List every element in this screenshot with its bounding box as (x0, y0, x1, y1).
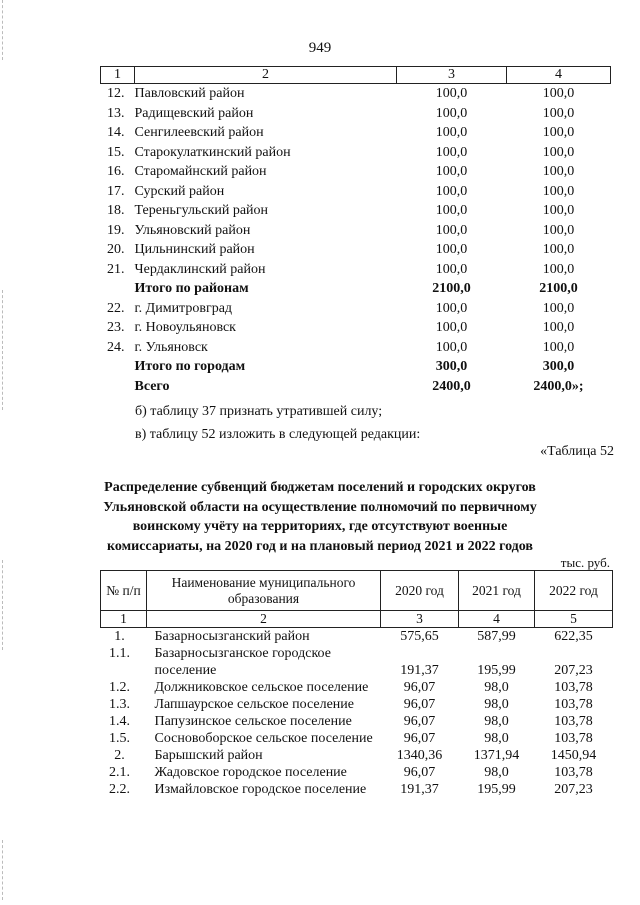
table-row (101, 143, 611, 163)
value-col4: 100,0 (542, 222, 575, 238)
value-2022: 103,78 (554, 731, 593, 746)
value-col3: 100,0 (435, 144, 468, 160)
value-col4: 100,0 (542, 261, 575, 277)
row-name: Сурский район (134, 183, 225, 199)
table-reference: «Таблица 52 (540, 444, 614, 459)
table-row (101, 730, 613, 747)
value-col3: 100,0 (435, 164, 468, 179)
table-row (101, 696, 613, 713)
row-name: Всего (134, 378, 170, 394)
value-2021: 1371,94 (473, 748, 520, 763)
header-2022: 2022 год (535, 571, 613, 611)
subventions-table (100, 570, 613, 798)
table-row (101, 84, 611, 104)
header-cell: 4 (507, 67, 611, 84)
value-col3: 100,0 (435, 105, 468, 121)
table-row (101, 679, 613, 696)
value-2021: 98,0 (484, 680, 509, 695)
left-margin-mark (2, 290, 3, 410)
value-col3: 100,0 (435, 86, 468, 101)
value-col3: 300,0 (435, 359, 468, 374)
row-name: Сосновоборское сельское поселение (154, 731, 373, 746)
value-2021: 587,99 (477, 629, 516, 644)
value-2022: 103,78 (554, 765, 593, 780)
row-number: 2.2. (109, 782, 130, 797)
index-cell: 3 (381, 611, 459, 628)
table-row (101, 260, 611, 280)
row-number (101, 357, 135, 377)
header-cell: 3 (397, 67, 507, 84)
row-number: 17. (107, 183, 125, 199)
value-col4: 100,0 (542, 144, 575, 160)
row-number: 18. (107, 203, 125, 218)
table-row (101, 357, 611, 377)
district-table (100, 66, 611, 396)
value-2022: 103,78 (554, 680, 593, 695)
row-number: 21. (107, 261, 125, 277)
table-row (101, 645, 613, 679)
value-col4: 300,0 (542, 359, 575, 374)
value-2020: 96,07 (403, 680, 436, 695)
row-number: 1.2. (109, 680, 130, 695)
row-number (101, 377, 135, 397)
row-number: 1. (114, 629, 125, 644)
index-cell: 5 (535, 611, 613, 628)
table-row (101, 182, 611, 202)
value-col4: 100,0 (542, 105, 575, 121)
value-col3: 100,0 (435, 320, 468, 335)
row-name: Чердаклинский район (134, 261, 266, 277)
table-header-row (101, 571, 613, 611)
value-2022: 103,78 (554, 697, 593, 712)
value-2020: 96,07 (403, 765, 436, 780)
value-col4: 100,0 (542, 320, 575, 335)
table-row (101, 104, 611, 124)
value-col3: 100,0 (435, 242, 468, 257)
table-row (101, 764, 613, 781)
row-name: Тереньгульский район (134, 203, 269, 218)
header-num: № п/п (101, 571, 147, 611)
paragraph-b: б) таблицу 37 признать утратившей силу; (135, 404, 383, 419)
table-row (101, 377, 611, 397)
header-name: Наименование муниципального образования (147, 571, 381, 611)
value-2021: 195,99 (477, 782, 516, 797)
table-row (101, 628, 613, 646)
value-2022: 1450,94 (550, 748, 597, 763)
header-2021: 2021 год (459, 571, 535, 611)
value-2020: 96,07 (403, 731, 436, 746)
value-col4: 100,0 (542, 300, 575, 316)
value-2022: 622,35 (554, 629, 593, 644)
table-row (101, 747, 613, 764)
value-2021: 98,0 (484, 765, 509, 780)
row-number: 12. (107, 86, 125, 101)
row-name: Измайловское городское поселение (154, 782, 367, 797)
row-number: 15. (107, 144, 125, 160)
row-name: Старокулаткинский район (134, 144, 291, 160)
row-number: 16. (107, 164, 125, 179)
row-name: Лапшаурское сельское поселение (154, 697, 354, 712)
row-number (101, 279, 135, 299)
value-col3: 100,0 (435, 261, 468, 277)
row-number: 13. (107, 105, 125, 121)
row-number: 2. (114, 748, 125, 763)
row-number: 24. (107, 339, 125, 355)
value-col3: 100,0 (435, 222, 468, 238)
table-row (101, 318, 611, 338)
value-2020: 1340,36 (396, 748, 443, 763)
table-row (101, 713, 613, 730)
value-2020: 575,65 (400, 629, 439, 644)
row-name: Должниковское сельское поселение (154, 680, 369, 695)
table-row (101, 123, 611, 143)
paragraph-c: в) таблицу 52 изложить в следующей редакции: (135, 427, 421, 442)
value-2020: 96,07 (403, 697, 436, 712)
value-col4: 100,0 (542, 86, 575, 101)
value-2020: 191,37 (400, 782, 439, 797)
row-name: Жадовское городское поселение (154, 765, 347, 780)
value-col4: 100,0 (542, 242, 575, 257)
row-number: 1.3. (109, 697, 130, 712)
value-col3: 100,0 (435, 183, 468, 199)
index-cell: 2 (147, 611, 381, 628)
value-col3: 100,0 (435, 339, 468, 355)
table-row (101, 338, 611, 358)
value-col4: 100,0 (542, 164, 575, 179)
row-number: 1.5. (109, 731, 130, 746)
units-label: тыс. руб. (560, 555, 610, 570)
table-heading: Распределение субвенций бюджетам поселений и городских округов Ульяновской области на осуществление полномочий по первичному воинскому учёту на территориях, где отсутствуют военные комиссариаты, на 2020 год и на плановый период 2021 и 2022 годов (103, 480, 537, 554)
value-col4: 100,0 (542, 203, 575, 218)
header-cell: 1 (101, 67, 135, 84)
row-number: 2.1. (109, 765, 130, 780)
row-name: Сенгилеевский район (134, 125, 264, 140)
table-row (101, 781, 613, 798)
row-name: Ульяновский район (134, 222, 251, 238)
table-row (101, 201, 611, 221)
row-name: Итого по районам (134, 281, 249, 296)
row-number: 22. (107, 300, 125, 316)
value-col4: 100,0 (542, 339, 575, 355)
row-number: 14. (107, 125, 125, 140)
table-row (101, 221, 611, 241)
row-name: г. Ульяновск (134, 339, 208, 355)
row-name: Папузинское сельское поселение (154, 714, 352, 729)
page-number: 949 (308, 40, 332, 56)
index-cell: 4 (459, 611, 535, 628)
index-cell: 1 (101, 611, 147, 628)
value-col4: 2400,0»; (533, 378, 584, 394)
district-table-body (101, 84, 611, 397)
value-col3: 2100,0 (432, 281, 471, 296)
row-number: 20. (107, 242, 125, 257)
row-name: Барышский район (154, 748, 263, 763)
row-name: Радищевский район (134, 105, 254, 121)
value-col3: 2400,0 (432, 378, 471, 394)
value-col4: 2100,0 (539, 281, 578, 296)
row-number: 19. (107, 222, 125, 238)
value-2021: 98,0 (484, 697, 509, 712)
value-2020: 96,07 (403, 714, 436, 729)
value-col3: 100,0 (435, 125, 468, 140)
table-row (101, 299, 611, 319)
value-col3: 100,0 (435, 203, 468, 218)
value-2022: 207,23 (554, 663, 593, 678)
value-2021: 195,99 (477, 663, 516, 678)
value-2021: 98,0 (484, 731, 509, 746)
value-2022: 207,23 (554, 782, 593, 797)
table-row (101, 240, 611, 260)
row-name: Базарносызганское городское поселение (154, 646, 331, 678)
value-2021: 98,0 (484, 714, 509, 729)
row-number: 23. (107, 320, 125, 335)
row-name: Итого по городам (134, 359, 246, 374)
row-name: Старомайнский район (134, 164, 267, 179)
row-name: Павловский район (134, 86, 245, 101)
column-index-row (101, 611, 613, 628)
row-name: Базарносызганский район (154, 629, 310, 644)
header-2020: 2020 год (381, 571, 459, 611)
value-2022: 103,78 (554, 714, 593, 729)
left-margin-mark (2, 840, 3, 900)
value-2020: 191,37 (400, 663, 439, 678)
left-margin-mark (2, 560, 3, 650)
header-cell: 2 (135, 67, 397, 84)
row-number: 1.1. (109, 646, 130, 661)
value-col4: 100,0 (542, 125, 575, 140)
table-row (101, 279, 611, 299)
row-name: г. Димитровград (134, 300, 233, 316)
row-name: г. Новоульяновск (134, 320, 236, 335)
subventions-table-body (101, 628, 613, 799)
value-col3: 100,0 (435, 300, 468, 316)
row-name: Цильнинский район (134, 242, 255, 257)
value-col4: 100,0 (542, 183, 575, 199)
row-number: 1.4. (109, 714, 130, 729)
table-row (101, 162, 611, 182)
table-header-row (101, 67, 611, 84)
